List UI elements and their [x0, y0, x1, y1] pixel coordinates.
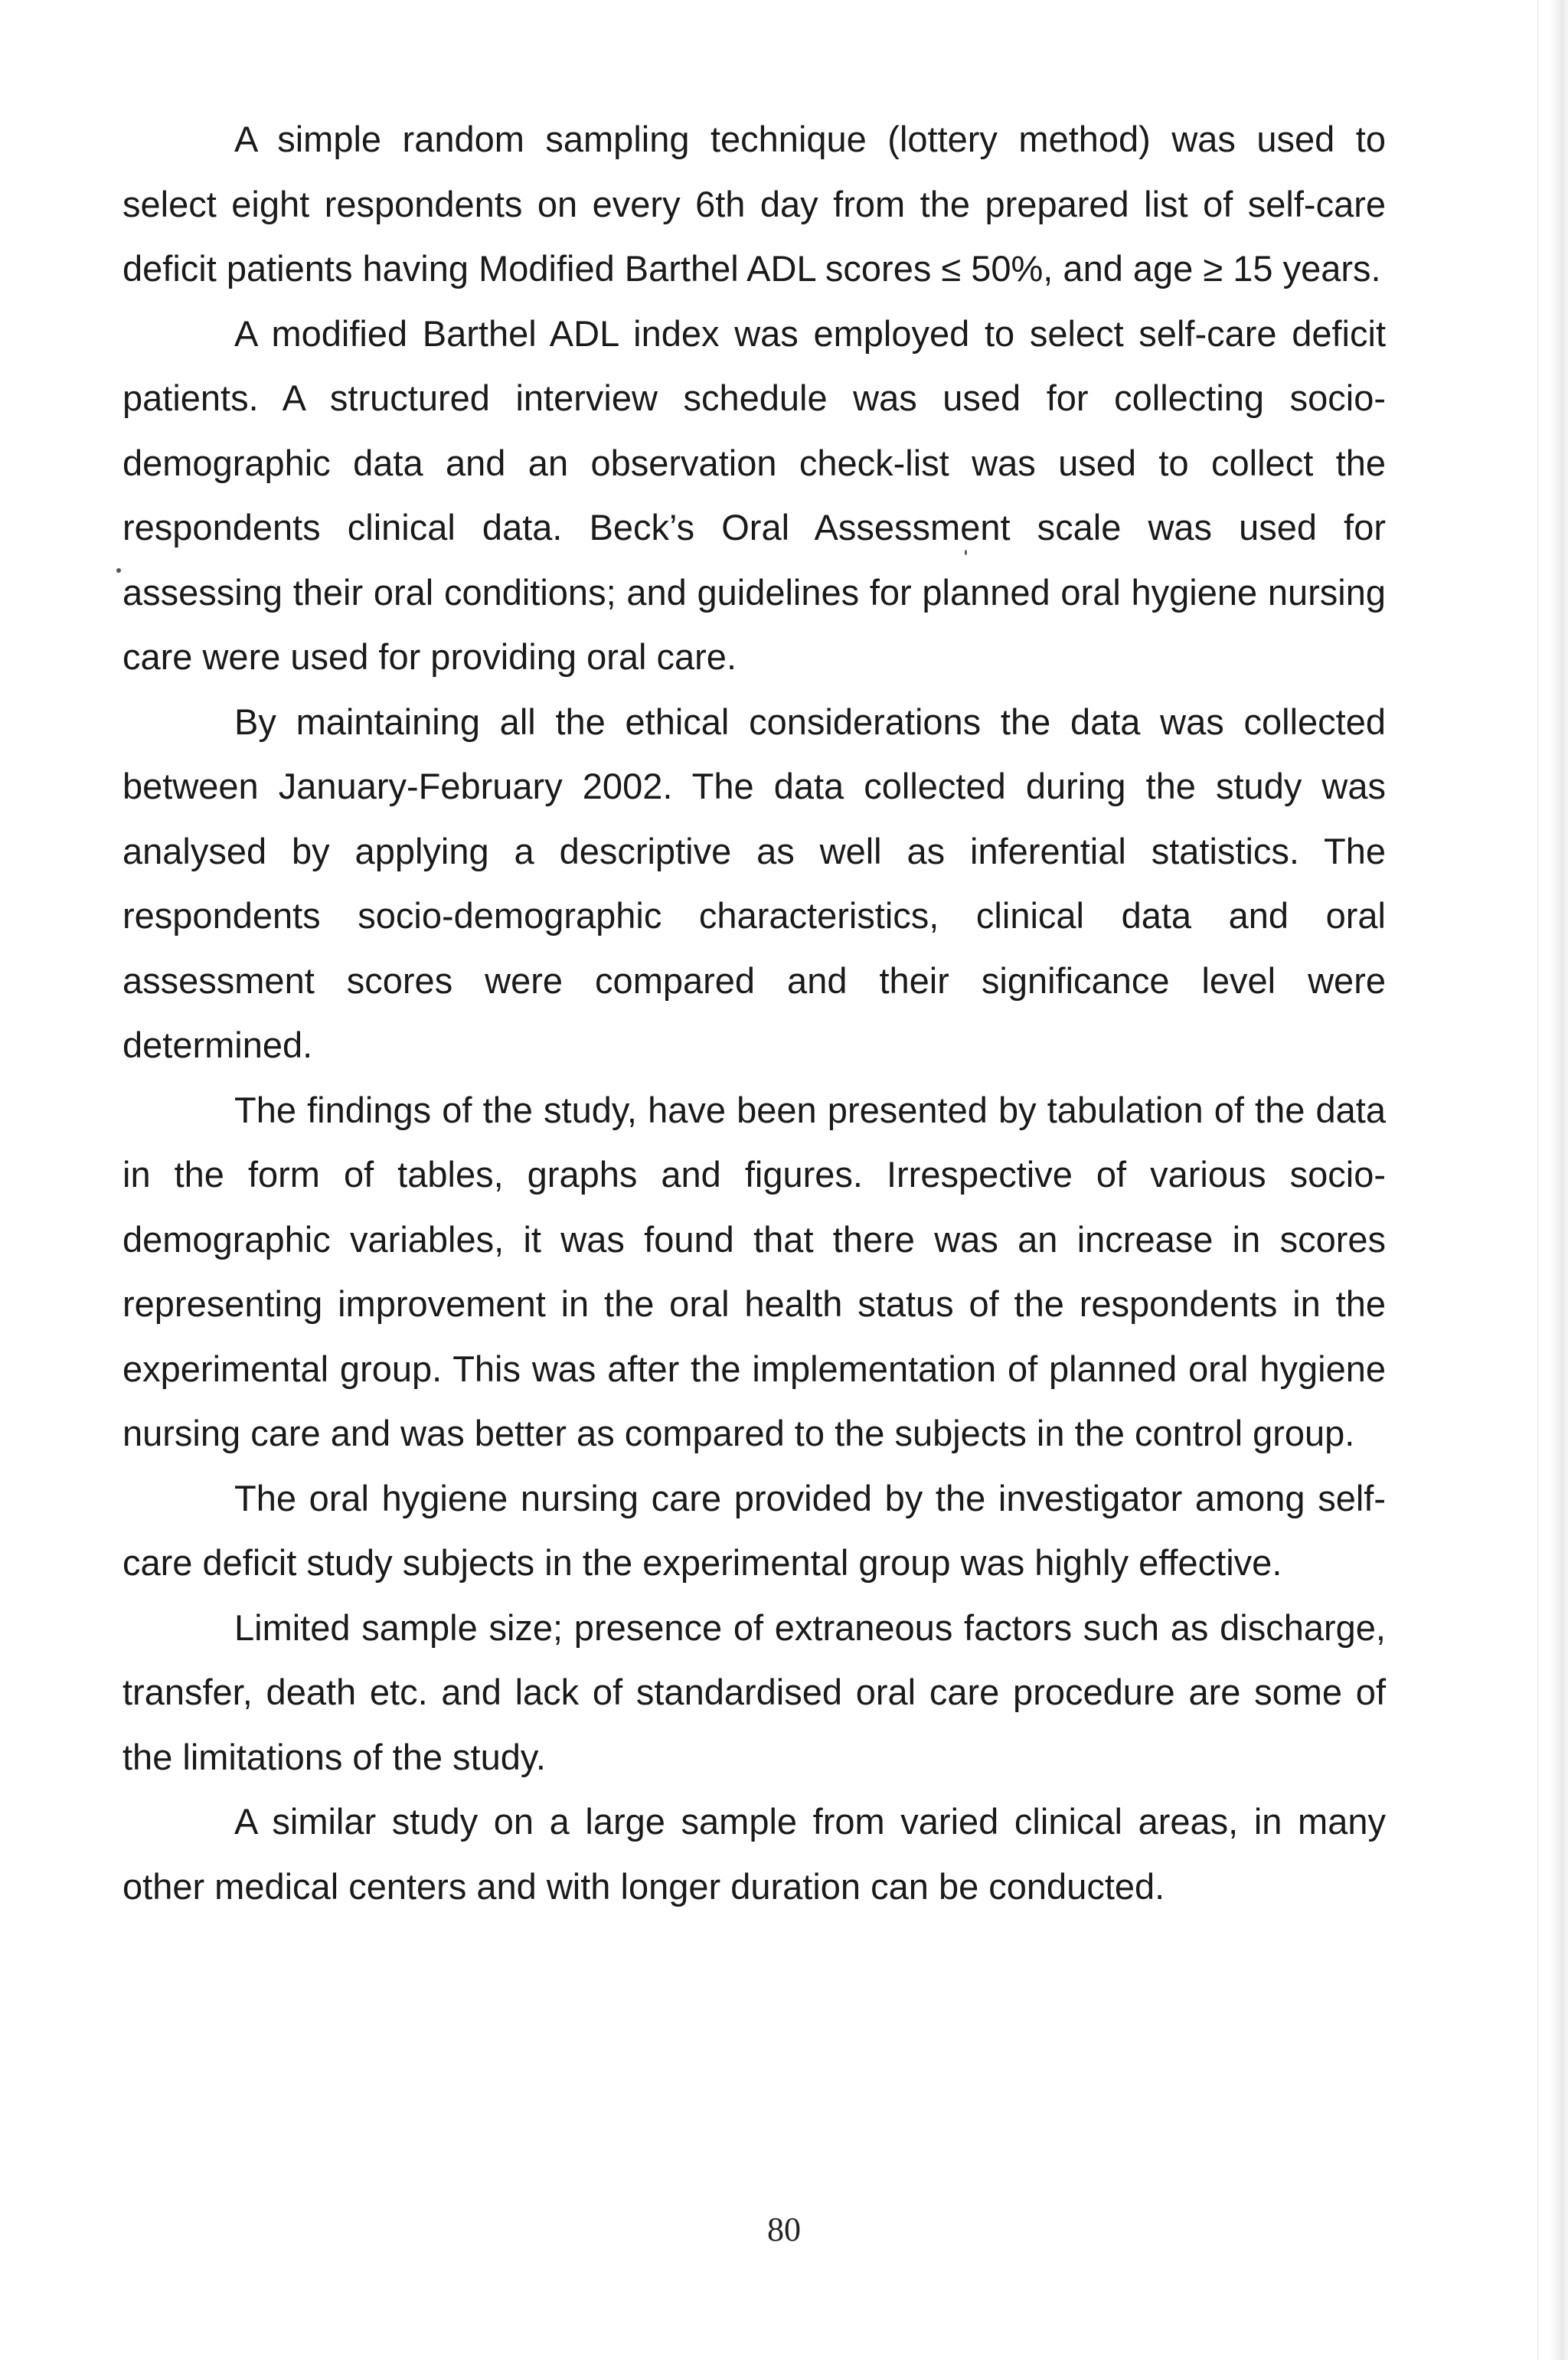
scan-edge-shadow: [1550, 0, 1568, 2360]
paragraph-findings: The findings of the study, have been presented by tabulation of the data in the form of tables, graphs and figures. Irrespective of various socio-demographic variables, it was found that there was an increase in scores representing improvement in the oral health status of the respondents in the experimental group. This was after the implementation of planned oral hygiene nursing care and was better as compared to the subjects in the control group.: [122, 1089, 1386, 1453]
paragraph-recommendation: A similar study on a large sample from varied clinical areas, in many other medical centers and with longer duration can be conducted.: [122, 1801, 1386, 1907]
paragraph-conclusion: The oral hygiene nursing care provided by the investigator among self-care deficit study subjects in the experimental group was highly effective.: [122, 1477, 1386, 1583]
paragraph-limitations: Limited sample size; presence of extraneous factors such as discharge, transfer, death etc. and lack of standardised oral care procedure are some of the limitations of the study.: [122, 1607, 1386, 1777]
scan-speck: [965, 550, 967, 555]
scan-edge-line: [1537, 0, 1539, 2360]
scan-speck: [116, 568, 121, 573]
paragraph-data-collection: By maintaining all the ethical considerations the data was collected between January-February 2002. The data collected during the study was analysed by applying a descriptive as well as inferential statistics. The respondents socio-demographic characteristics, clinical data and oral assessment scores were compared and their significance level were determined.: [122, 701, 1386, 1065]
paragraph-tools: A modified Barthel ADL index was employed to select self-care deficit patients. A structured interview schedule was used for collecting socio-demographic data and an observation check-list was used to collect the respondents clinical data. Beck’s Oral Assessment scale was used for assessing their oral conditions; and guidelines for planned oral hygiene nursing care were used for providing oral care.: [122, 312, 1386, 677]
page-number: 80: [767, 2211, 801, 2248]
body-text: [122, 107, 1386, 1919]
paragraph-sampling: A simple random sampling technique (lottery method) was used to select eight respondents on every 6th day from the prepared list of self-care deficit patients having Modified Barthel ADL scores ≤ 50%, and age ≥ 15 years.: [122, 119, 1386, 289]
